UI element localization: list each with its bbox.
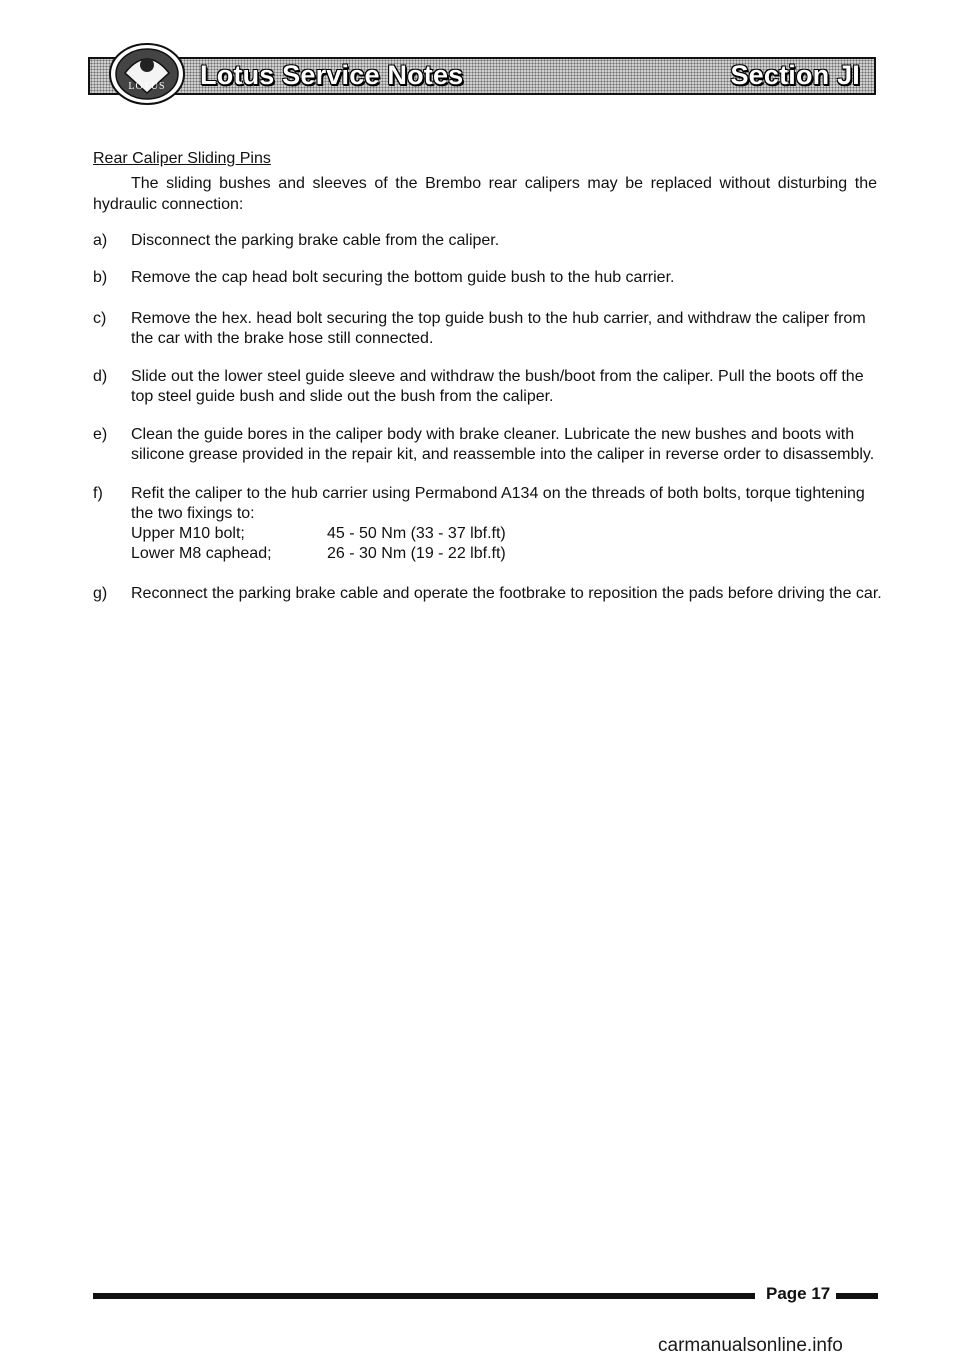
spec-item: Upper M10 bolt; [131, 525, 245, 542]
step-label: e) [93, 426, 108, 443]
lotus-logo-icon [108, 43, 186, 105]
step-text: Refit the caliper to the hub carrier using Permabond A134 on the threads of both bolts, torque tightening the two fixings to: [131, 485, 865, 522]
step-e [93, 425, 883, 465]
footer-rule-tail [836, 1293, 878, 1299]
step-label: f) [93, 485, 103, 502]
section-heading: Rear Caliper Sliding Pins [93, 150, 271, 167]
step-label: a) [93, 232, 108, 249]
step-c [93, 309, 883, 349]
step-d [93, 367, 883, 407]
step-text: Remove the hex. head bolt securing the top guide bush to the hub carrier, and withdraw the caliper from the car with the brake hose still connected. [131, 310, 866, 347]
step-f [93, 484, 883, 564]
step-text: Clean the guide bores in the caliper body with brake cleaner. Lubricate the new bushes and boots with silicone grease provided in the repair kit, and reassemble into the caliper in reverse order to disassembly. [131, 426, 875, 463]
header-section: Section JI [730, 60, 860, 90]
step-text: Remove the cap head bolt securing the bottom guide bush to the hub carrier. [131, 269, 675, 286]
step-b [93, 268, 883, 288]
footer-rule [93, 1293, 755, 1299]
step-text: Reconnect the parking brake cable and operate the footbrake to reposition the pads before driving the car. [131, 585, 882, 602]
spec-value: 45 - 50 Nm (33 - 37 lbf.ft) [327, 525, 506, 542]
step-a [93, 231, 883, 251]
svg-text:LOTUS: LOTUS [128, 81, 166, 92]
spec-value: 26 - 30 Nm (19 - 22 lbf.ft) [327, 545, 506, 562]
step-text: Slide out the lower steel guide sleeve and withdraw the bush/boot from the caliper. Pull the boots off the top steel guide bush and slide out the bush from the caliper. [131, 368, 864, 405]
intro-paragraph: The sliding bushes and sleeves of the Brembo rear calipers may be replaced without disturbing the hydraulic connection: [93, 175, 877, 213]
spec-item: Lower M8 caphead; [131, 545, 272, 562]
step-label: d) [93, 368, 108, 385]
header-title: Lotus Service Notes [200, 60, 464, 90]
watermark: carmanualsonline.info [658, 1335, 843, 1356]
step-g [93, 584, 883, 604]
step-label: g) [93, 585, 108, 602]
torque-spec-row [131, 524, 883, 544]
step-label: c) [93, 310, 107, 327]
step-label: b) [93, 269, 108, 286]
step-text: Disconnect the parking brake cable from the caliper. [131, 232, 500, 249]
torque-spec-row [131, 544, 883, 564]
page-number: Page 17 [766, 1284, 831, 1303]
